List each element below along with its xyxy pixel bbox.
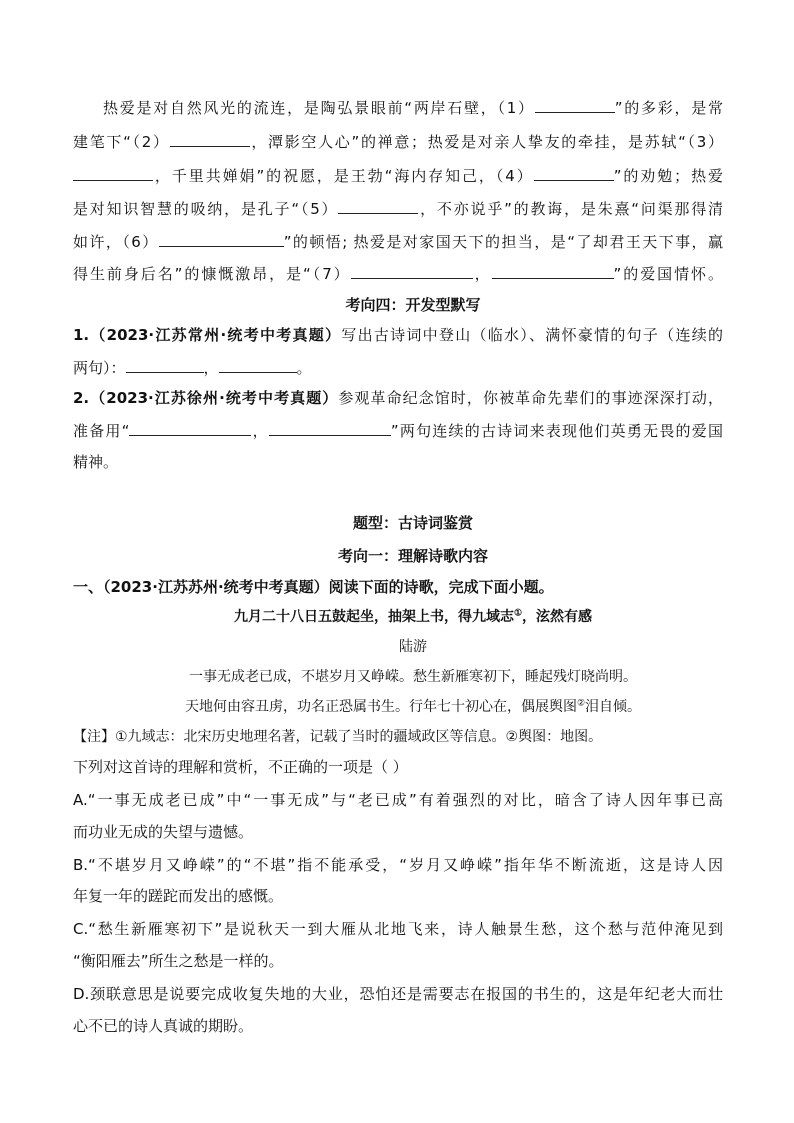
fill-paragraph-line-5	[73, 232, 723, 251]
text: 热爱是对自然风光的流连，是陶弘景眼前“两岸石壁，（1）	[103, 99, 535, 117]
text: 如许，（6）	[73, 233, 159, 251]
question-number: 2.（2023·江苏徐州·统考中考真题）	[73, 389, 339, 407]
text: ，	[251, 422, 269, 440]
text: ”的多彩，是常	[614, 99, 723, 117]
question-2-line-3: 精神。	[73, 453, 119, 471]
answer-blank-1[interactable]	[535, 98, 615, 113]
option-b-line-2[interactable]: 年复一年的蹉跎而发出的感慨。	[73, 887, 284, 905]
question-1-line-2	[73, 358, 723, 377]
text: ，	[203, 359, 219, 377]
option-a-line-1[interactable]: A.“一事无成老已成”中“一事无成”与“老已成”有着强烈的对比，暗含了诗人因年事已高	[73, 791, 723, 809]
text: ，泫然有感	[522, 609, 593, 625]
poem-title	[103, 608, 723, 626]
answer-blank-5[interactable]	[338, 199, 418, 214]
text: ，千里共婵娟”的祝愿，是王勃“海内存知己，（4）	[153, 167, 534, 185]
text: 得生前身后名”的慷慨激昂，是“（7）	[73, 265, 351, 283]
type-heading: 题型：古诗词鉴赏	[352, 514, 473, 532]
section-heading: 考向四：开发型默写	[345, 296, 481, 314]
answer-blank-3[interactable]	[73, 166, 153, 181]
text: 建笔下“（2）	[73, 133, 170, 151]
option-d-line-2[interactable]: 心不已的诗人真诚的期盼。	[73, 1017, 254, 1035]
fill-paragraph-line-1	[103, 98, 723, 117]
poem-note: 【注】①九域志：北宋历史地理名著，记载了当时的疆域政区等信息。②舆图：地图。	[73, 729, 603, 745]
question-text: 参观革命纪念馆时，你被革命先辈们的事迹深深打动，	[338, 389, 723, 407]
question-1-line-1	[73, 326, 723, 344]
answer-blank-7b[interactable]	[492, 264, 614, 279]
answer-blank-7a[interactable]	[351, 264, 473, 279]
option-b-line-1[interactable]: B.“不堪岁月又峥嵘”的“不堪”指不能承受，“岁月又峥嵘”指年华不断流逝，这是诗人因	[73, 856, 723, 874]
poem-author: 陆游	[399, 639, 427, 655]
option-c-line-2[interactable]: “衡阳雁去”所生之愁是一样的。	[73, 952, 284, 970]
answer-blank-6[interactable]	[159, 232, 284, 247]
text: 泪自倾。	[585, 699, 642, 715]
text: 准备用“	[73, 422, 130, 440]
footnote-mark: ①	[513, 608, 523, 619]
option-a-line-2[interactable]: 而功业无成的失望与遗憾。	[73, 823, 254, 841]
option-c-line-1[interactable]: C.“愁生新雁寒初下”是说秋天一到大雁从北地飞来，诗人触景生愁，这个愁与范仲淹见到	[73, 920, 723, 938]
text: ，不亦说乎”的教诲，是朱熹“问渠那得清	[418, 200, 723, 218]
text: 是对知识智慧的吸纳，是孔子“（5）	[73, 200, 339, 218]
text: ”的爱国情怀。	[613, 265, 723, 283]
text: 天地何由容丑虏，功名正恐属书生。行年七十初心在，偶展舆图	[184, 699, 577, 715]
question-stem: 下列对这首诗的理解和赏析，不正确的一项是（ ）	[73, 758, 408, 776]
sub-heading: 考向一：理解诗歌内容	[337, 547, 488, 565]
text: 两句）：	[73, 359, 126, 377]
poem-line-1: 一事无成老已成，不堪岁月又峥嵘。愁生新雁寒初下，睡起残灯晓尚明。	[189, 669, 637, 685]
fill-paragraph-line-6	[73, 264, 723, 283]
footnote-mark: ②	[576, 698, 586, 709]
option-d-line-1[interactable]: D.颈联意思是说要完成收复失地的大业，恐怕还是需要志在报国的书生的，这是年纪老大而壮	[73, 985, 723, 1003]
text: ”的顿悟; 热爱是对家国天下的担当，是“了却君王天下事，赢	[283, 233, 723, 251]
question-2-line-1	[73, 389, 723, 407]
answer-blank-4[interactable]	[534, 166, 614, 181]
text: ”两句连续的古诗词来表现他们英勇无畏的爱国	[390, 422, 723, 440]
text: ，	[472, 265, 492, 283]
text: ”的劝勉；热爱	[613, 167, 723, 185]
question-number: 1.（2023·江苏常州·统考中考真题）	[73, 326, 342, 344]
question-2-line-2	[73, 421, 723, 440]
text: 九月二十八日五鼓起坐，抽架上书，得九域志	[233, 609, 514, 625]
answer-blank-q1a[interactable]	[126, 358, 204, 373]
answer-blank-q2a[interactable]	[129, 421, 251, 436]
answer-blank-q2b[interactable]	[269, 421, 391, 436]
fill-paragraph-line-3	[73, 166, 723, 185]
answer-blank-2[interactable]	[170, 132, 250, 147]
answer-blank-q1b[interactable]	[219, 358, 297, 373]
text: ，潭影空人心”的禅意；热爱是对亲人挚友的牵挂，是苏轼“（3）	[249, 133, 723, 151]
fill-paragraph-line-4	[73, 199, 723, 218]
question-text: 写出古诗词中登山（临水）、满怀豪情的句子（连续的	[341, 326, 723, 344]
question-intro: 一、（2023·江苏苏州·统考中考真题）阅读下面的诗歌，完成下面小题。	[73, 578, 554, 596]
fill-paragraph-line-2	[73, 132, 723, 151]
poem-line-2	[103, 698, 723, 716]
text: 。	[296, 359, 312, 377]
